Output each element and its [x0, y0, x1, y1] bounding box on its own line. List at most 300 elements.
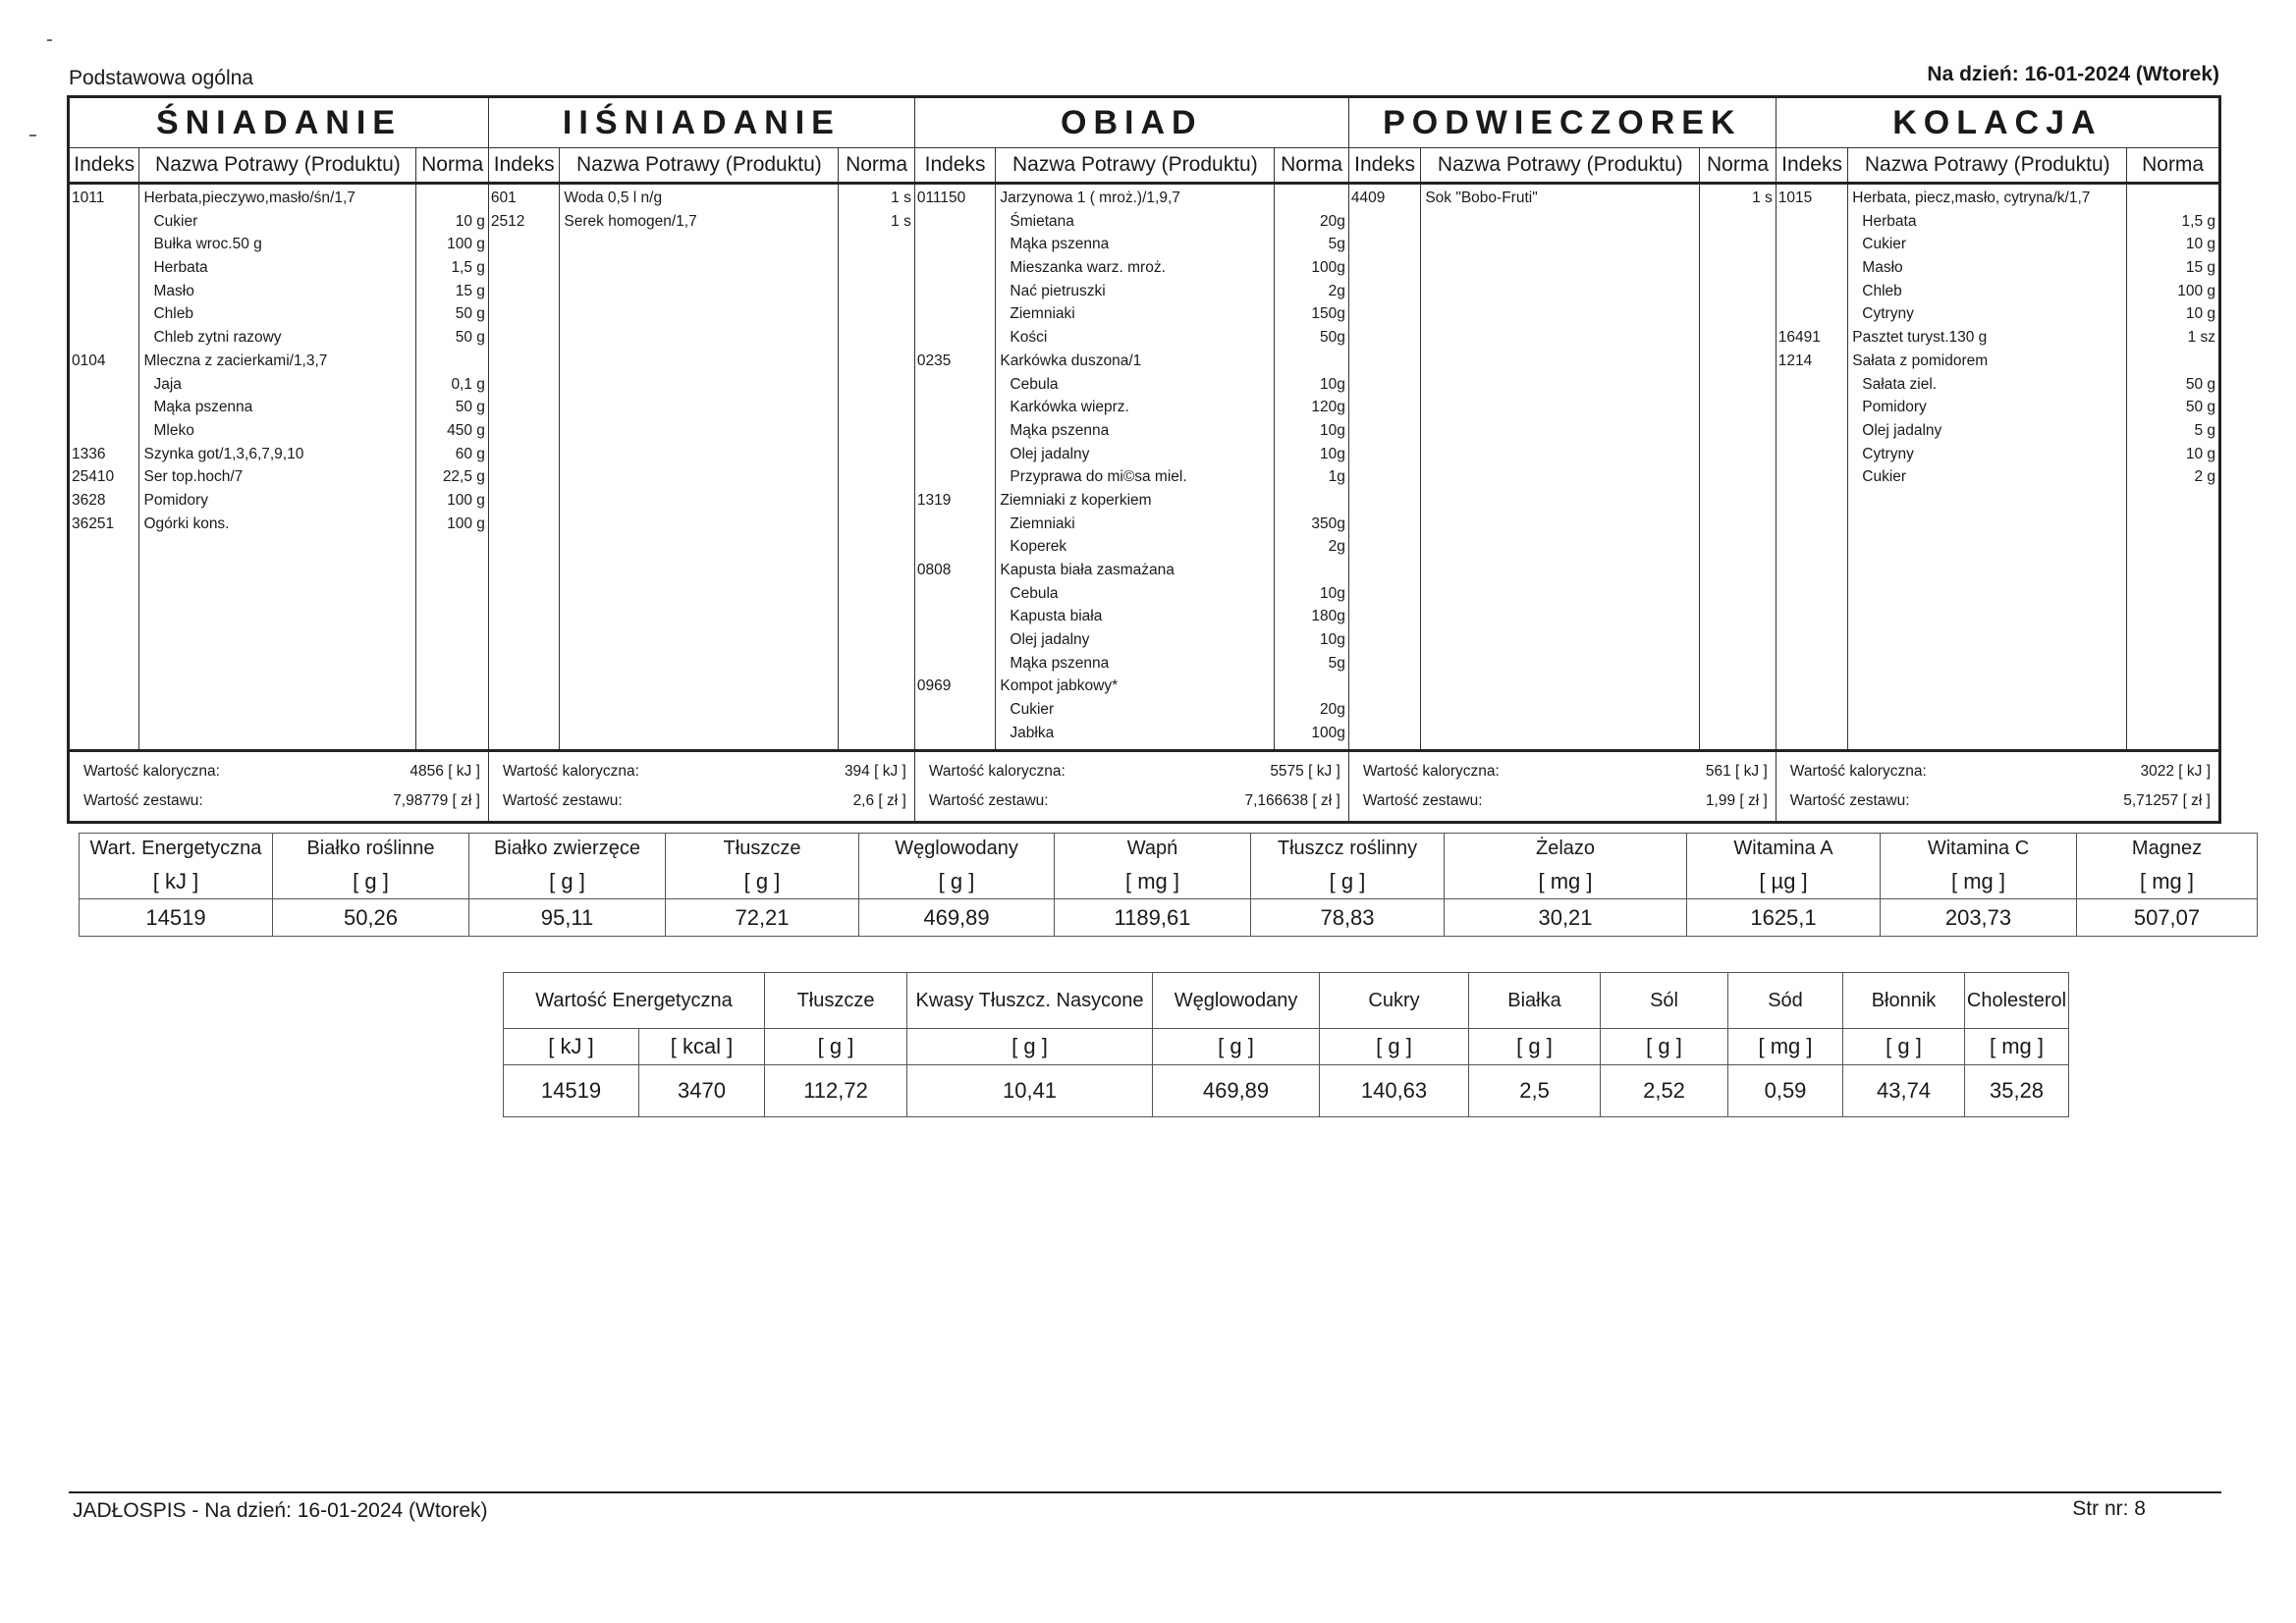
nutrient-unit: [ g ] — [1601, 1029, 1728, 1065]
item-norm: 10g — [1319, 631, 1345, 649]
item-name: Koperek — [1010, 538, 1067, 556]
meal-summary — [488, 751, 914, 823]
item-index — [915, 628, 996, 652]
item-name: Chleb zytni razowy — [153, 329, 282, 347]
nutrient-value: 1189,61 — [1055, 899, 1251, 937]
item-name: Cukier — [1010, 701, 1055, 719]
item-name: Chleb — [153, 305, 193, 323]
cost-label: Wartość zestawu: — [502, 792, 623, 809]
item-index — [70, 256, 138, 280]
item-index — [915, 698, 996, 722]
item-name: Cukier — [1862, 236, 1907, 253]
item-name: Ziemniaki z koperkiem — [1000, 491, 1152, 509]
item-norm: 10g — [1319, 584, 1345, 602]
nutrient-value: 14519 — [80, 899, 273, 937]
item-norm: 1 s — [1752, 189, 1773, 206]
item-name: Kapusta biała zasmażana — [1000, 562, 1175, 578]
nutrient-value: 78,83 — [1251, 899, 1445, 937]
cost-value: 7,98779 [ zł ] — [393, 792, 480, 809]
item-norm — [1275, 489, 1348, 513]
nutrient-value: 43,74 — [1843, 1065, 1965, 1117]
norm-column — [1275, 185, 1348, 745]
item-name: Śmietana — [1010, 212, 1074, 230]
item-norm: 100 g — [447, 514, 485, 532]
scan-mark — [47, 39, 52, 41]
item-name: Pomidory — [1862, 399, 1927, 416]
item-norm: 10g — [1319, 445, 1345, 462]
name-column — [139, 185, 415, 535]
item-index — [915, 513, 996, 536]
item-index: 0235 — [916, 352, 952, 369]
nutrient-header: Tłuszcze — [765, 973, 907, 1029]
column-header-name: Nazwa Potrawy (Produktu) — [1421, 148, 1700, 184]
item-name: Ziemniaki — [1010, 514, 1075, 532]
index-column — [1349, 185, 1421, 210]
item-index: 2512 — [490, 212, 525, 230]
cost-label: Wartość zestawu: — [1789, 792, 1910, 809]
item-index: 1214 — [1777, 352, 1813, 369]
item-index — [915, 210, 996, 234]
meal-summary — [69, 751, 489, 823]
item-name: Pomidory — [143, 491, 208, 509]
nutrient-unit: [ g ] — [907, 1029, 1153, 1065]
item-name: Mąka pszenna — [153, 399, 253, 416]
nutrient-header: Białka — [1469, 973, 1601, 1029]
nutrient-unit: [ g ] — [1843, 1029, 1965, 1065]
nutrient-value: 30,21 — [1445, 899, 1687, 937]
item-name: Herbata, piecz,masło, cytryna/k/1,7 — [1852, 189, 2091, 206]
nutrient-unit: [ g ] — [469, 864, 666, 899]
name-column — [1848, 185, 2126, 489]
item-name: Ogórki kons. — [143, 514, 230, 532]
energy-label: Wartość kaloryczna: — [928, 763, 1066, 780]
nutrient-value: 3470 — [639, 1065, 765, 1117]
nutrient-header: Cukry — [1320, 973, 1469, 1029]
item-name: Kości — [1010, 329, 1048, 347]
item-name: Olej jadalny — [1010, 445, 1090, 462]
column-header-index: Indeks — [1776, 148, 1848, 184]
item-index — [915, 465, 996, 489]
cost-value: 1,99 [ zł ] — [1705, 792, 1768, 809]
meal-title-lunch: OBIAD — [914, 97, 1348, 148]
item-index — [70, 396, 138, 419]
item-index — [70, 210, 138, 234]
item-index — [915, 302, 996, 326]
column-header-norm: Norma — [1275, 148, 1349, 184]
item-norm: 10 g — [2185, 236, 2215, 253]
item-name: Cebula — [1010, 584, 1059, 602]
item-norm: 450 g — [447, 421, 485, 439]
item-index — [1777, 280, 1848, 303]
cost-label: Wartość zestawu: — [1362, 792, 1483, 809]
item-name: Woda 0,5 l n/g — [564, 189, 663, 206]
column-header-index: Indeks — [488, 148, 559, 184]
cost-value: 7,166638 [ zł ] — [1244, 792, 1340, 809]
item-name: Cytryny — [1862, 445, 1914, 462]
item-index — [915, 256, 996, 280]
item-name: Kapusta biała — [1010, 608, 1103, 625]
item-index — [70, 302, 138, 326]
nutrient-header: Białko roślinne — [273, 834, 469, 865]
item-norm: 50 g — [455, 329, 485, 347]
item-norm: 5g — [1328, 654, 1345, 672]
item-norm: 100g — [1311, 724, 1345, 741]
item-norm: 15 g — [2185, 259, 2215, 277]
item-name: Olej jadalny — [1010, 631, 1090, 649]
item-norm: 1 sz — [2187, 329, 2215, 347]
nutrient-header: Wartość Energetyczna — [504, 973, 765, 1029]
meal-title-breakfast: ŚNIADANIE — [69, 97, 489, 148]
item-index — [1777, 373, 1848, 397]
energy-value: 561 [ kJ ] — [1705, 763, 1768, 780]
item-index — [915, 233, 996, 256]
energy-value: 394 [ kJ ] — [844, 763, 906, 780]
item-norm: 100 g — [2177, 282, 2215, 299]
nutrient-value: 469,89 — [1153, 1065, 1320, 1117]
menu-table — [67, 95, 2221, 824]
item-name: Mieszanka warz. mroż. — [1010, 259, 1166, 277]
nutrient-value: 0,59 — [1728, 1065, 1843, 1117]
nutrient-value: 95,11 — [469, 899, 666, 937]
energy-value: 4856 [ kJ ] — [410, 763, 480, 780]
nutrient-value: 35,28 — [1965, 1065, 2069, 1117]
item-name: Mąka pszenna — [1010, 421, 1110, 439]
energy-label: Wartość kaloryczna: — [83, 763, 220, 780]
norm-column — [2127, 185, 2218, 489]
nutrition-table-label — [503, 972, 2069, 1117]
nutrient-unit: [ µg ] — [1687, 864, 1881, 899]
item-name: Masło — [1862, 259, 1903, 277]
nutrient-unit: [ mg ] — [1965, 1029, 2069, 1065]
name-column — [560, 185, 838, 233]
item-name: Cukier — [1862, 468, 1907, 486]
item-index: 4409 — [1350, 189, 1386, 206]
item-norm: 1,5 g — [451, 259, 485, 277]
column-header-index: Indeks — [69, 148, 139, 184]
item-norm: 50 g — [2185, 399, 2215, 416]
item-norm — [2127, 350, 2218, 373]
item-name: Ziemniaki — [1010, 305, 1075, 323]
item-norm: 1 s — [891, 212, 911, 230]
nutrient-unit: [ kcal ] — [639, 1029, 765, 1065]
item-index — [1777, 443, 1848, 466]
nutrient-value: 2,52 — [1601, 1065, 1728, 1117]
item-norm: 5g — [1328, 236, 1345, 253]
nutrient-header: Żelazo — [1445, 834, 1687, 865]
nutrient-value: 469,89 — [859, 899, 1055, 937]
column-header-norm: Norma — [1700, 148, 1777, 184]
item-norm: 15 g — [455, 282, 485, 299]
footer-divider — [69, 1491, 2221, 1493]
item-norm: 20g — [1319, 212, 1345, 230]
item-name: Mąka pszenna — [1010, 236, 1110, 253]
item-name: Karkówka wieprz. — [1010, 399, 1129, 416]
item-name: Mleko — [153, 421, 194, 439]
item-name: Cebula — [1010, 375, 1059, 393]
nutrient-header: Tłuszcz roślinny — [1251, 834, 1445, 865]
item-index: 1011 — [72, 189, 105, 206]
nutrient-unit: [ kJ ] — [504, 1029, 639, 1065]
index-column — [915, 185, 996, 745]
nutrient-unit: [ mg ] — [1881, 864, 2077, 899]
nutrient-unit: [ g ] — [1469, 1029, 1601, 1065]
item-norm: 20g — [1319, 701, 1345, 719]
item-index: 1319 — [916, 491, 952, 509]
nutrient-value: 507,07 — [2077, 899, 2258, 937]
item-name: Herbata — [153, 259, 208, 277]
page-number: Str nr: 8 — [2072, 1497, 2146, 1520]
nutrition-table-daily — [79, 833, 2258, 937]
item-name: Nać pietruszki — [1010, 282, 1106, 299]
column-header-index: Indeks — [1348, 148, 1421, 184]
item-norm — [416, 350, 488, 373]
nutrient-unit: [ mg ] — [2077, 864, 2258, 899]
item-index — [70, 233, 138, 256]
item-index — [915, 582, 996, 606]
item-norm: 2 g — [2194, 468, 2215, 486]
item-norm: 22,5 g — [442, 468, 485, 486]
item-index — [1777, 465, 1848, 489]
scan-mark — [29, 135, 36, 136]
item-index — [915, 443, 996, 466]
meal-title-dinner: KOLACJA — [1776, 97, 2219, 148]
name-column — [996, 185, 1274, 745]
item-norm — [1275, 187, 1348, 210]
item-norm: 350g — [1311, 514, 1345, 532]
item-name: Kompot jabkowy* — [1000, 677, 1119, 695]
item-norm: 150g — [1311, 305, 1345, 323]
nutrient-header: Cholesterol — [1965, 973, 2069, 1029]
nutrient-header: Sód — [1728, 973, 1843, 1029]
item-index: 25410 — [72, 468, 115, 486]
nutrient-unit: [ mg ] — [1055, 864, 1251, 899]
meal-summary — [1776, 751, 2219, 823]
cost-value: 2,6 [ zł ] — [852, 792, 906, 809]
cost-value: 5,71257 [ zł ] — [2123, 792, 2211, 809]
nutrient-value: 72,21 — [666, 899, 859, 937]
meal-title-afternoon-snack: PODWIECZOREK — [1348, 97, 1776, 148]
nutrient-unit: [ g ] — [1320, 1029, 1469, 1065]
item-name: Jaja — [153, 375, 182, 393]
item-name: Bułka wroc.50 g — [153, 236, 262, 253]
nutrient-unit: [ kJ ] — [80, 864, 273, 899]
item-norm — [1275, 559, 1348, 582]
item-index: 16491 — [1777, 329, 1821, 347]
item-index — [1777, 210, 1848, 234]
footer-title: JADŁOSPIS - Na dzień: 16-01-2024 (Wtorek) — [73, 1499, 488, 1522]
item-name: Mąka pszenna — [1010, 654, 1110, 672]
item-index — [1777, 302, 1848, 326]
name-column — [1421, 185, 1699, 210]
item-norm: 0,1 g — [451, 375, 485, 393]
item-index: 36251 — [72, 514, 115, 532]
nutrient-header: Wapń — [1055, 834, 1251, 865]
energy-label: Wartość kaloryczna: — [1789, 763, 1927, 780]
item-norm: 180g — [1311, 608, 1345, 625]
index-column — [1777, 185, 1848, 489]
item-name: Przyprawa do mi©sa miel. — [1010, 468, 1187, 486]
item-norm — [1275, 675, 1348, 698]
item-index — [70, 326, 138, 350]
item-norm: 50 g — [455, 399, 485, 416]
nutrient-value: 50,26 — [273, 899, 469, 937]
item-index: 011150 — [916, 189, 966, 206]
energy-value: 3022 [ kJ ] — [2140, 763, 2211, 780]
nutrient-value: 14519 — [504, 1065, 639, 1117]
meal-summary — [1348, 751, 1776, 823]
column-header-name: Nazwa Potrawy (Produktu) — [139, 148, 416, 184]
item-index — [915, 373, 996, 397]
item-index: 1336 — [72, 445, 106, 462]
item-norm: 10g — [1319, 421, 1345, 439]
nutrient-value: 140,63 — [1320, 1065, 1469, 1117]
nutrient-unit: [ g ] — [1251, 864, 1445, 899]
energy-value: 5575 [ kJ ] — [1270, 763, 1340, 780]
item-norm: 1 s — [891, 189, 911, 206]
item-index — [70, 373, 138, 397]
energy-label: Wartość kaloryczna: — [502, 763, 639, 780]
norm-column — [839, 185, 914, 233]
item-norm — [2127, 187, 2218, 210]
item-name: Masło — [153, 282, 194, 299]
item-norm: 50 g — [455, 305, 485, 323]
item-norm — [1275, 350, 1348, 373]
index-column — [70, 185, 138, 535]
column-header-index: Indeks — [914, 148, 996, 184]
norm-column — [416, 185, 488, 535]
item-index: 0969 — [916, 677, 952, 695]
item-index: 3628 — [72, 491, 106, 509]
column-header-norm: Norma — [2127, 148, 2220, 184]
nutrient-unit: [ g ] — [273, 864, 469, 899]
nutrient-header: Witamina C — [1881, 834, 2077, 865]
nutrient-header: Kwasy Tłuszcz. Nasycone — [907, 973, 1153, 1029]
cost-label: Wartość zestawu: — [928, 792, 1049, 809]
item-name: Ser top.hoch/7 — [143, 468, 244, 486]
norm-column — [1700, 185, 1776, 210]
item-name: Sałata z pomidorem — [1852, 352, 1989, 369]
item-norm: 10 g — [2185, 305, 2215, 323]
item-name: Jarzynowa 1 ( mroż.)/1,9,7 — [1000, 189, 1180, 206]
index-column — [489, 185, 559, 233]
item-norm: 1g — [1328, 468, 1345, 486]
nutrient-header: Białko zwierzęce — [469, 834, 666, 865]
nutrient-value: 203,73 — [1881, 899, 2077, 937]
item-index — [915, 396, 996, 419]
nutrient-value: 1625,1 — [1687, 899, 1881, 937]
nutrient-unit: [ mg ] — [1728, 1029, 1843, 1065]
item-index — [915, 280, 996, 303]
item-name: Chleb — [1862, 282, 1902, 299]
nutrient-unit: [ g ] — [1153, 1029, 1320, 1065]
item-index — [1777, 256, 1848, 280]
item-index — [1777, 233, 1848, 256]
meal-title-second-breakfast: IIŚNIADANIE — [488, 97, 914, 148]
item-norm: 2g — [1328, 282, 1345, 299]
document-title: Podstawowa ogólna — [69, 67, 253, 89]
item-norm: 50g — [1319, 329, 1345, 347]
nutrient-header: Węglowodany — [1153, 973, 1320, 1029]
nutrient-value: 112,72 — [765, 1065, 907, 1117]
item-norm: 60 g — [455, 445, 485, 462]
item-norm: 50 g — [2185, 375, 2215, 393]
column-header-norm: Norma — [839, 148, 915, 184]
item-name: Sok "Bobo-Fruti" — [1425, 189, 1538, 206]
nutrient-header: Sól — [1601, 973, 1728, 1029]
item-norm: 120g — [1311, 399, 1345, 416]
item-index — [1777, 419, 1848, 443]
item-name: Olej jadalny — [1862, 421, 1942, 439]
column-header-name: Nazwa Potrawy (Produktu) — [560, 148, 839, 184]
meal-summary — [914, 751, 1348, 823]
item-index — [70, 419, 138, 443]
item-index — [915, 605, 996, 628]
item-index — [915, 652, 996, 676]
item-name: Sałata ziel. — [1862, 375, 1938, 393]
nutrient-header: Tłuszcze — [666, 834, 859, 865]
item-index: 0808 — [916, 562, 952, 578]
item-norm: 100 g — [447, 236, 485, 253]
cost-label: Wartość zestawu: — [83, 792, 203, 809]
column-header-name: Nazwa Potrawy (Produktu) — [996, 148, 1275, 184]
nutrient-value: 10,41 — [907, 1065, 1153, 1117]
item-name: Karkówka duszona/1 — [1000, 352, 1142, 369]
nutrient-header: Wart. Energetyczna — [80, 834, 273, 865]
item-norm — [416, 187, 488, 210]
nutrient-value: 2,5 — [1469, 1065, 1601, 1117]
item-index: 1015 — [1777, 189, 1813, 206]
item-name: Cukier — [153, 212, 198, 230]
item-index — [915, 326, 996, 350]
nutrient-unit: [ g ] — [859, 864, 1055, 899]
item-name: Herbata — [1862, 212, 1917, 230]
item-name: Pasztet turyst.130 g — [1852, 329, 1988, 347]
item-name: Mleczna z zacierkami/1,3,7 — [143, 352, 328, 369]
item-index: 0104 — [72, 352, 106, 369]
item-index — [915, 535, 996, 559]
item-name: Szynka got/1,3,6,7,9,10 — [143, 445, 304, 462]
nutrient-header: Witamina A — [1687, 834, 1881, 865]
item-norm: 5 g — [2194, 421, 2215, 439]
item-norm: 10 g — [2185, 445, 2215, 462]
item-name: Herbata,pieczywo,masło/śn/1,7 — [143, 189, 355, 206]
item-index — [70, 280, 138, 303]
column-header-norm: Norma — [416, 148, 489, 184]
item-index — [1777, 396, 1848, 419]
energy-label: Wartość kaloryczna: — [1362, 763, 1500, 780]
column-header-name: Nazwa Potrawy (Produktu) — [1848, 148, 2127, 184]
nutrient-unit: [ g ] — [765, 1029, 907, 1065]
document-date: Na dzień: 16-01-2024 (Wtorek) — [1927, 63, 2219, 85]
item-index: 601 — [490, 189, 517, 206]
nutrient-unit: [ g ] — [666, 864, 859, 899]
nutrient-header: Błonnik — [1843, 973, 1965, 1029]
nutrient-unit: [ mg ] — [1445, 864, 1687, 899]
item-name: Serek homogen/1,7 — [564, 212, 697, 230]
item-norm: 2g — [1328, 538, 1345, 556]
item-norm: 100 g — [447, 491, 485, 509]
item-index — [915, 419, 996, 443]
item-norm: 100g — [1311, 259, 1345, 277]
item-name: Jabłka — [1010, 724, 1055, 741]
nutrient-header: Węglowodany — [859, 834, 1055, 865]
item-norm: 10 g — [455, 212, 485, 230]
item-norm: 1,5 g — [2181, 212, 2215, 230]
item-norm: 10g — [1319, 375, 1345, 393]
item-name: Cytryny — [1862, 305, 1914, 323]
item-index — [915, 722, 996, 745]
nutrient-header: Magnez — [2077, 834, 2258, 865]
